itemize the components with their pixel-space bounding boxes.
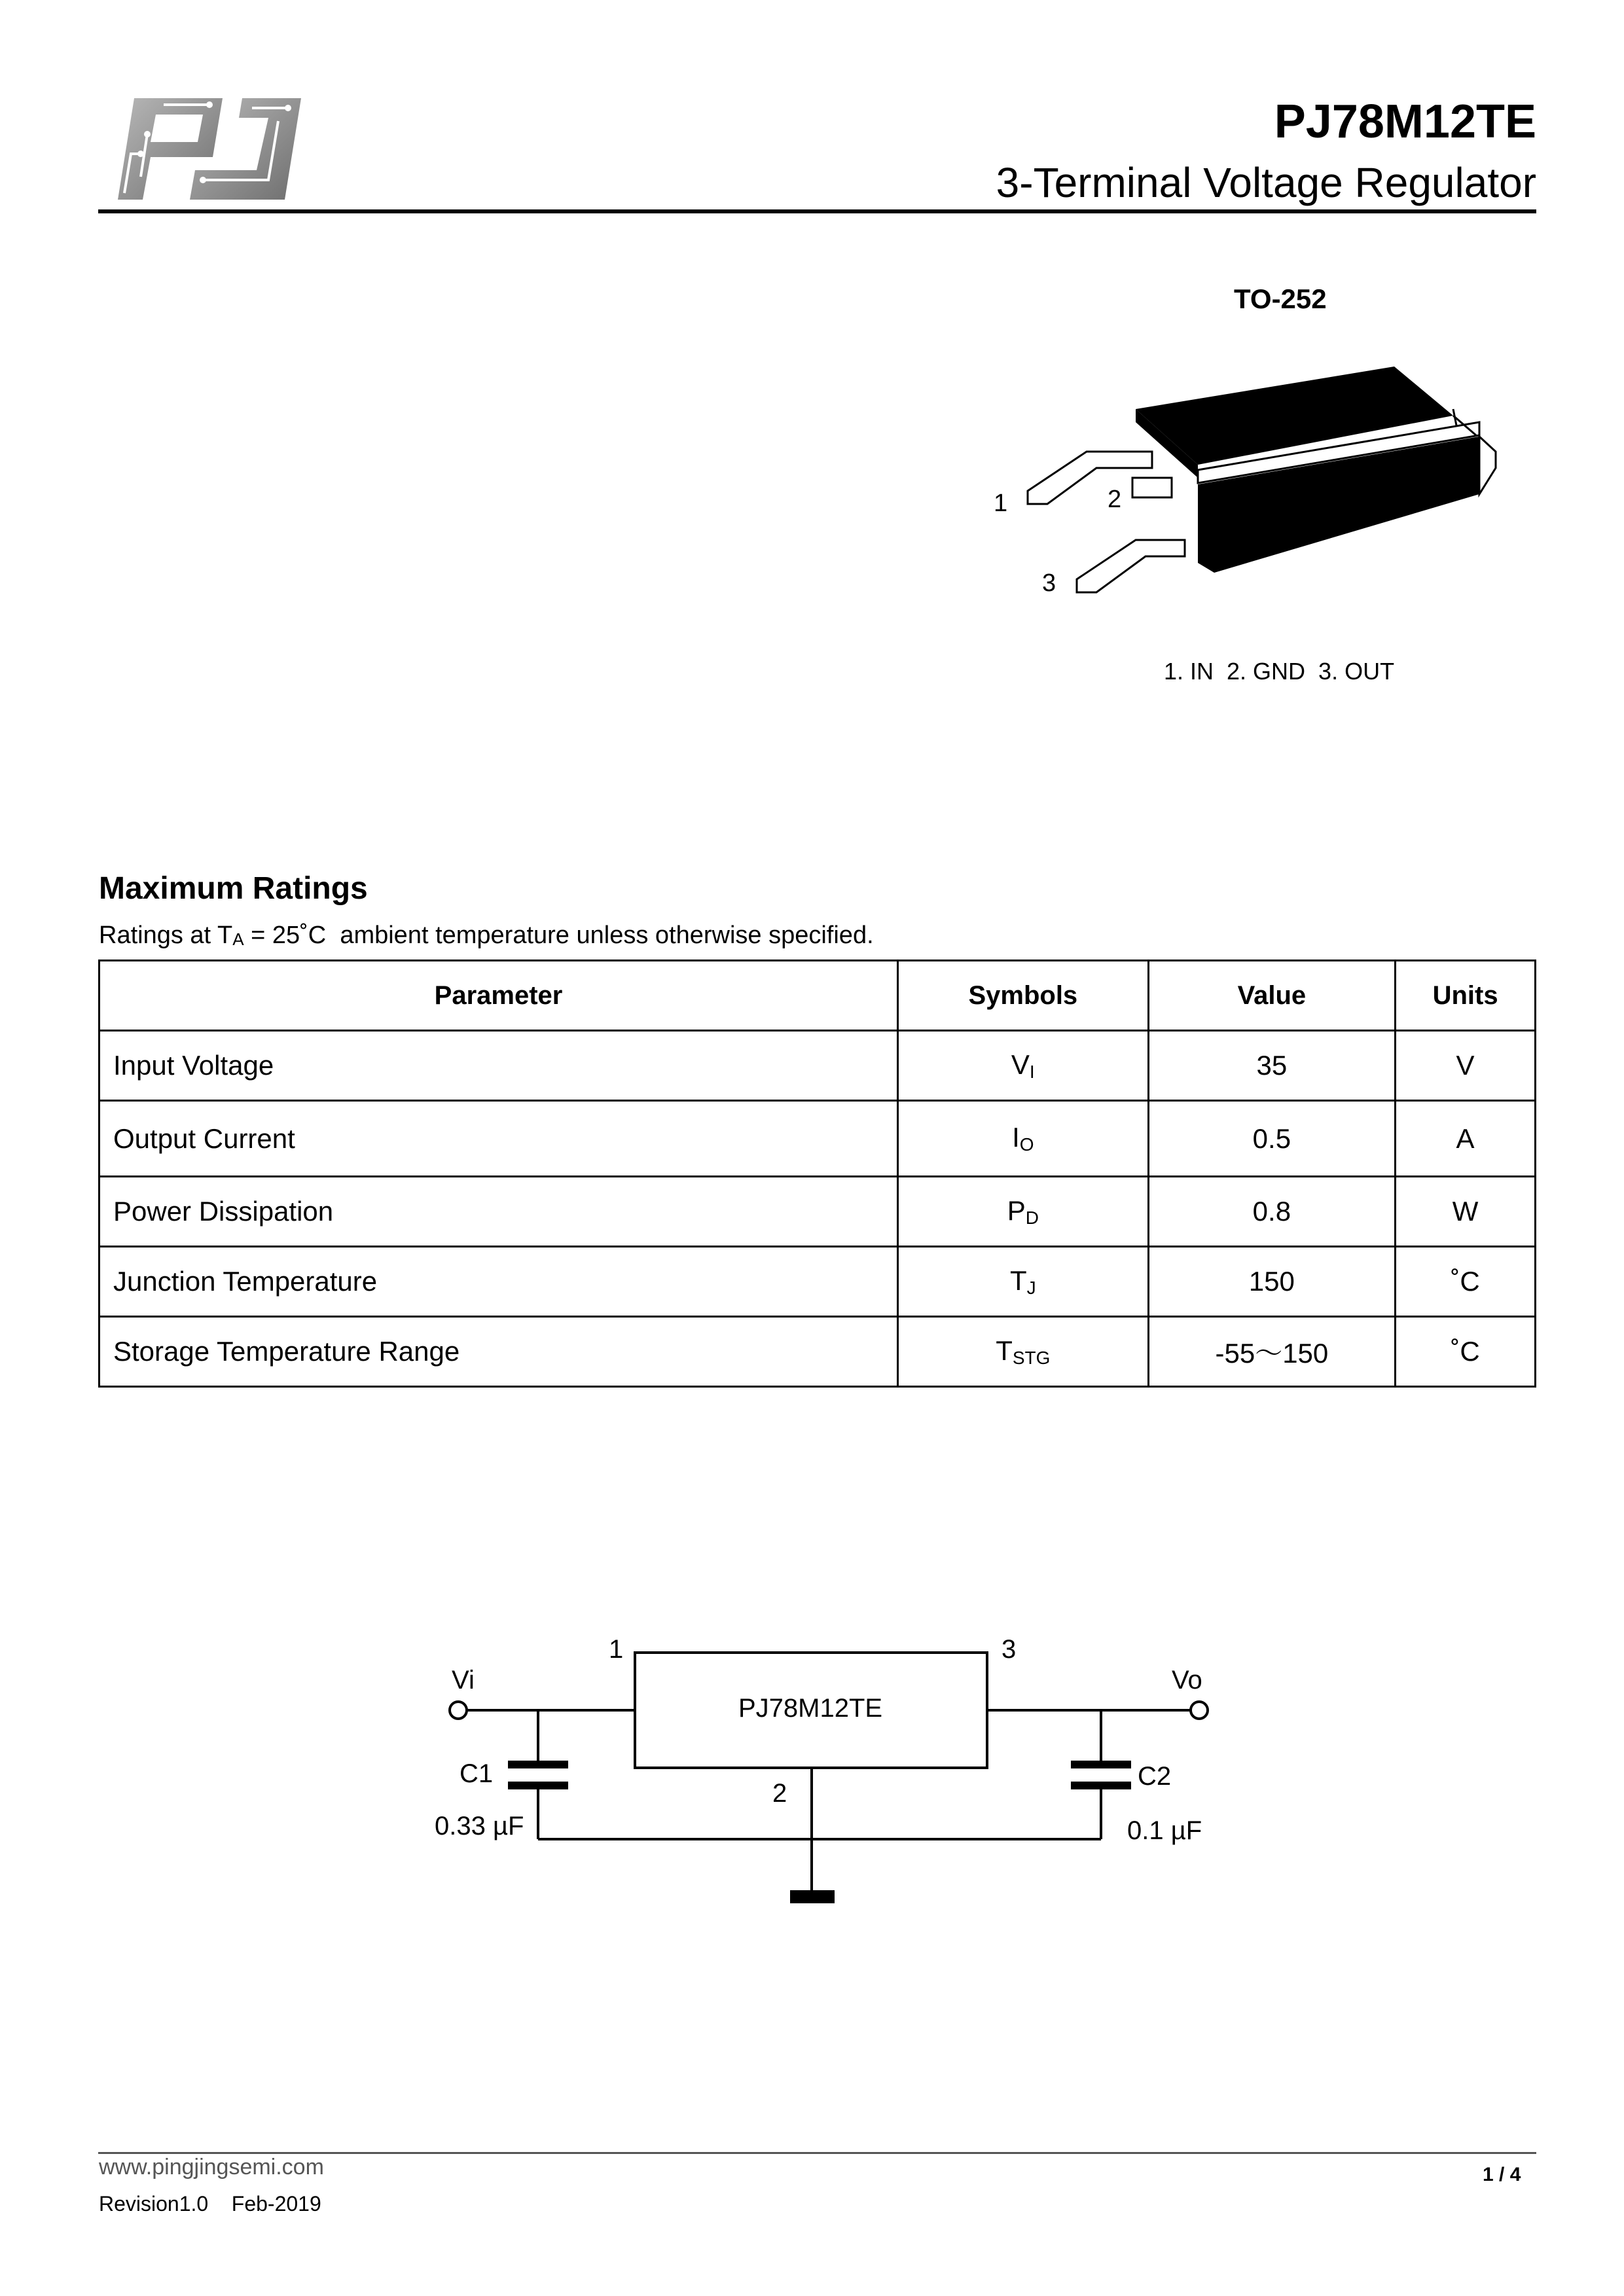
column-header-units: Units bbox=[1396, 961, 1536, 1031]
c2-name: C2 bbox=[1138, 1762, 1172, 1791]
vout-label: Vo bbox=[1172, 1666, 1202, 1695]
column-header-parameter: Parameter bbox=[99, 961, 898, 1031]
part-number: PJ78M12TE bbox=[1274, 96, 1536, 148]
package-drawing bbox=[1021, 353, 1506, 602]
symbol-cell: PD bbox=[898, 1177, 1149, 1247]
value-cell: 0.8 bbox=[1148, 1177, 1396, 1247]
column-header-symbols: Symbols bbox=[898, 961, 1149, 1031]
parameter-cell: Storage Temperature Range bbox=[99, 1317, 898, 1387]
parameter-cell: Power Dissipation bbox=[99, 1177, 898, 1247]
ic-label: PJ78M12TE bbox=[738, 1694, 883, 1723]
table-header-row bbox=[99, 961, 1536, 1031]
value-cell: 0.5 bbox=[1148, 1101, 1396, 1177]
pin-legend: 1. IN 2. GND 3. OUT bbox=[1164, 658, 1395, 685]
unit-cell: V bbox=[1396, 1031, 1536, 1101]
symbol-cell: TSTG bbox=[898, 1317, 1149, 1387]
document-subtitle: 3-Terminal Voltage Regulator bbox=[996, 159, 1536, 206]
column-header-value: Value bbox=[1148, 961, 1396, 1031]
unit-cell: ˚C bbox=[1396, 1317, 1536, 1387]
ratings-note: Ratings at $T_A$ = 25˚C ambient temperature unless otherwise specified. bbox=[99, 922, 874, 949]
symbol-cell: IO bbox=[898, 1101, 1149, 1177]
unit-cell: A bbox=[1396, 1101, 1536, 1177]
package-name: TO-252 bbox=[1234, 283, 1327, 314]
pin-label-1: 1 bbox=[994, 490, 1008, 517]
footer-rule bbox=[98, 2152, 1536, 2154]
pin-label-3: 3 bbox=[1042, 569, 1056, 597]
table-row bbox=[99, 1317, 1536, 1387]
table-row bbox=[99, 1247, 1536, 1317]
parameter-cell: Input Voltage bbox=[99, 1031, 898, 1101]
parameter-cell: Output Current bbox=[99, 1101, 898, 1177]
circuit-pin-1: 1 bbox=[609, 1635, 624, 1664]
table-row bbox=[99, 1031, 1536, 1101]
value-cell: -55～150 bbox=[1148, 1317, 1396, 1387]
c1-name: C1 bbox=[460, 1759, 494, 1788]
value-cell: 150 bbox=[1148, 1247, 1396, 1317]
circuit-pin-2: 2 bbox=[772, 1779, 787, 1808]
unit-cell: ˚C bbox=[1396, 1247, 1536, 1317]
table-row bbox=[99, 1101, 1536, 1177]
symbol-cell: VI bbox=[898, 1031, 1149, 1101]
maximum-ratings-table bbox=[98, 960, 1536, 1388]
footer-revision: Revision1.0 Feb-2019 bbox=[99, 2192, 321, 2215]
c2-value: 0.1 µF bbox=[1127, 1816, 1202, 1845]
circuit-pin-3: 3 bbox=[1001, 1635, 1017, 1664]
c1-value: 0.33 µF bbox=[435, 1812, 524, 1840]
vin-label: Vi bbox=[452, 1666, 475, 1695]
parameter-cell: Junction Temperature bbox=[99, 1247, 898, 1317]
unit-cell: W bbox=[1396, 1177, 1536, 1247]
page-number: 1 / 4 bbox=[1483, 2164, 1521, 2185]
table-row bbox=[99, 1177, 1536, 1247]
company-logo bbox=[111, 95, 308, 203]
value-cell: 35 bbox=[1148, 1031, 1396, 1101]
section-heading-maximum-ratings: Maximum Ratings bbox=[99, 871, 368, 906]
symbol-cell: TJ bbox=[898, 1247, 1149, 1317]
header-rule bbox=[98, 209, 1536, 213]
footer-website-link[interactable]: www.pingjingsemi.com bbox=[99, 2155, 324, 2179]
pin-label-2: 2 bbox=[1108, 486, 1122, 513]
